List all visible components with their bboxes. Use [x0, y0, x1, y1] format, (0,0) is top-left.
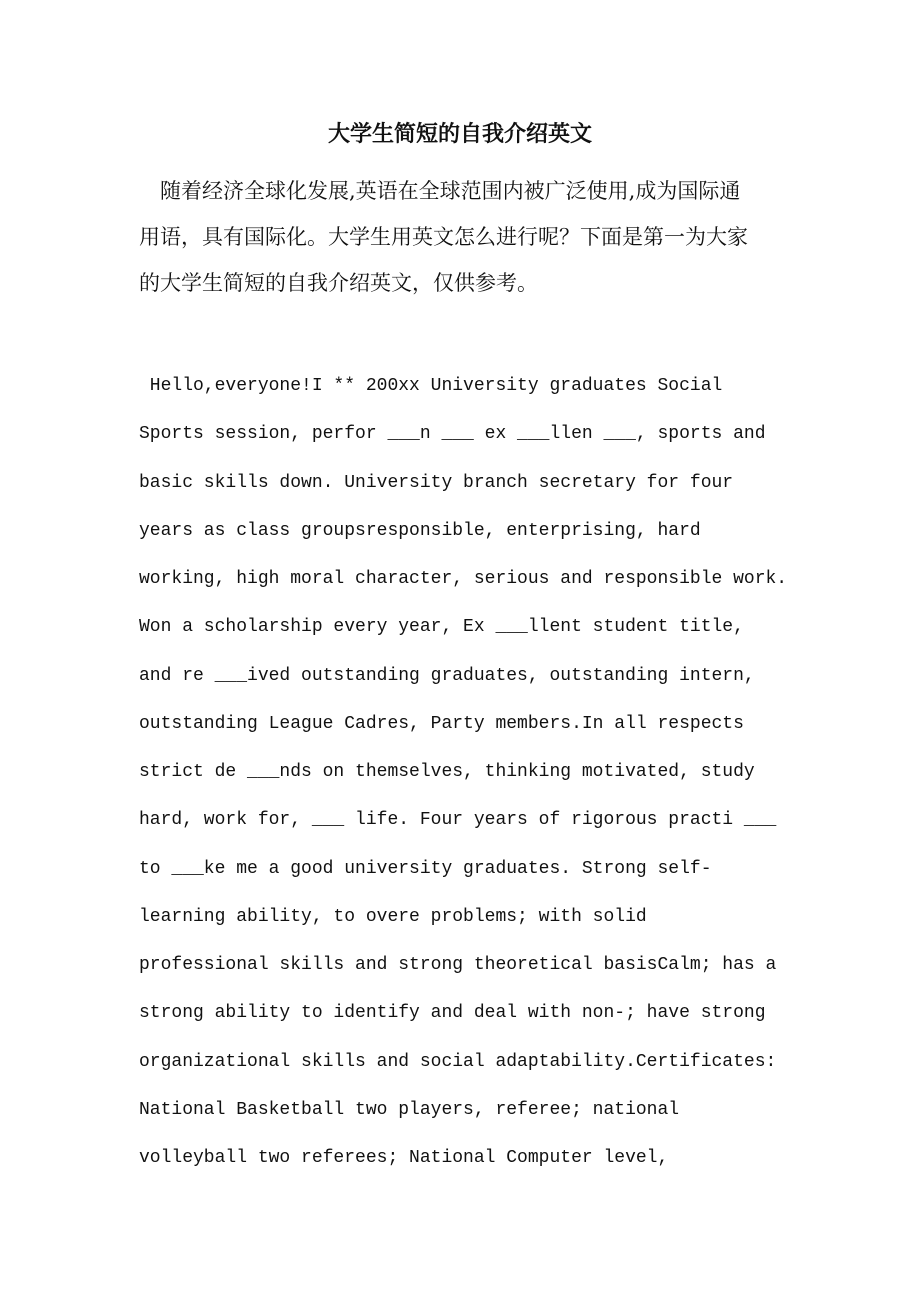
- body-line: volleyball two referees; National Computer level,: [139, 1148, 669, 1168]
- body-line: Hello,everyone!I ** 200xx University graduates Social: [139, 376, 723, 396]
- body-line: hard, work for, ___ life. Four years of rigorous practi ___: [139, 810, 777, 831]
- body-line: strong ability to identify and deal with non-; have strong: [139, 1003, 766, 1024]
- body-line: strict de ___nds on themselves, thinking motivated, study: [139, 762, 755, 782]
- intro-line: 的大学生简短的自我介绍英文，仅供参考。: [139, 271, 538, 295]
- body-line: and re ___ived outstanding graduates, outstanding intern,: [139, 665, 755, 686]
- body-line: to ___ke me a good university graduates. Strong self-: [139, 858, 712, 879]
- body-line: outstanding League Cadres, Party members.In all respects: [139, 713, 744, 734]
- page-title: 大学生简短的自我介绍英文: [327, 121, 592, 147]
- body-line: Won a scholarship every year, Ex ___llent student title,: [139, 617, 744, 638]
- body-line: basic skills down. University branch secretary for four: [139, 472, 734, 493]
- body-line: working, high moral character, serious and responsible work.: [139, 569, 788, 589]
- body-line: Sports session, perfor ___n ___ ex ___llen ___, sports and: [139, 424, 766, 445]
- body-line: organizational skills and social adaptability.Certificates:: [139, 1051, 777, 1072]
- body-line: National Basketball two players, referee; national: [139, 1099, 680, 1120]
- intro-paragraph: [139, 168, 784, 306]
- body-line: learning ability, to overe problems; with solid: [139, 906, 647, 927]
- intro-line: 用语，具有国际化。大学生用英文怎么进行呢？下面是第一为大家: [139, 225, 748, 249]
- body-line: professional skills and strong theoretical basisCalm; has a: [139, 955, 777, 975]
- intro-line: 随着经济全球化发展,英语在全球范围内被广泛使用,成为国际通: [139, 179, 741, 203]
- self-introduction-paragraph: [139, 362, 789, 1182]
- body-line: years as class groupsresponsible, enterprising, hard: [139, 520, 701, 541]
